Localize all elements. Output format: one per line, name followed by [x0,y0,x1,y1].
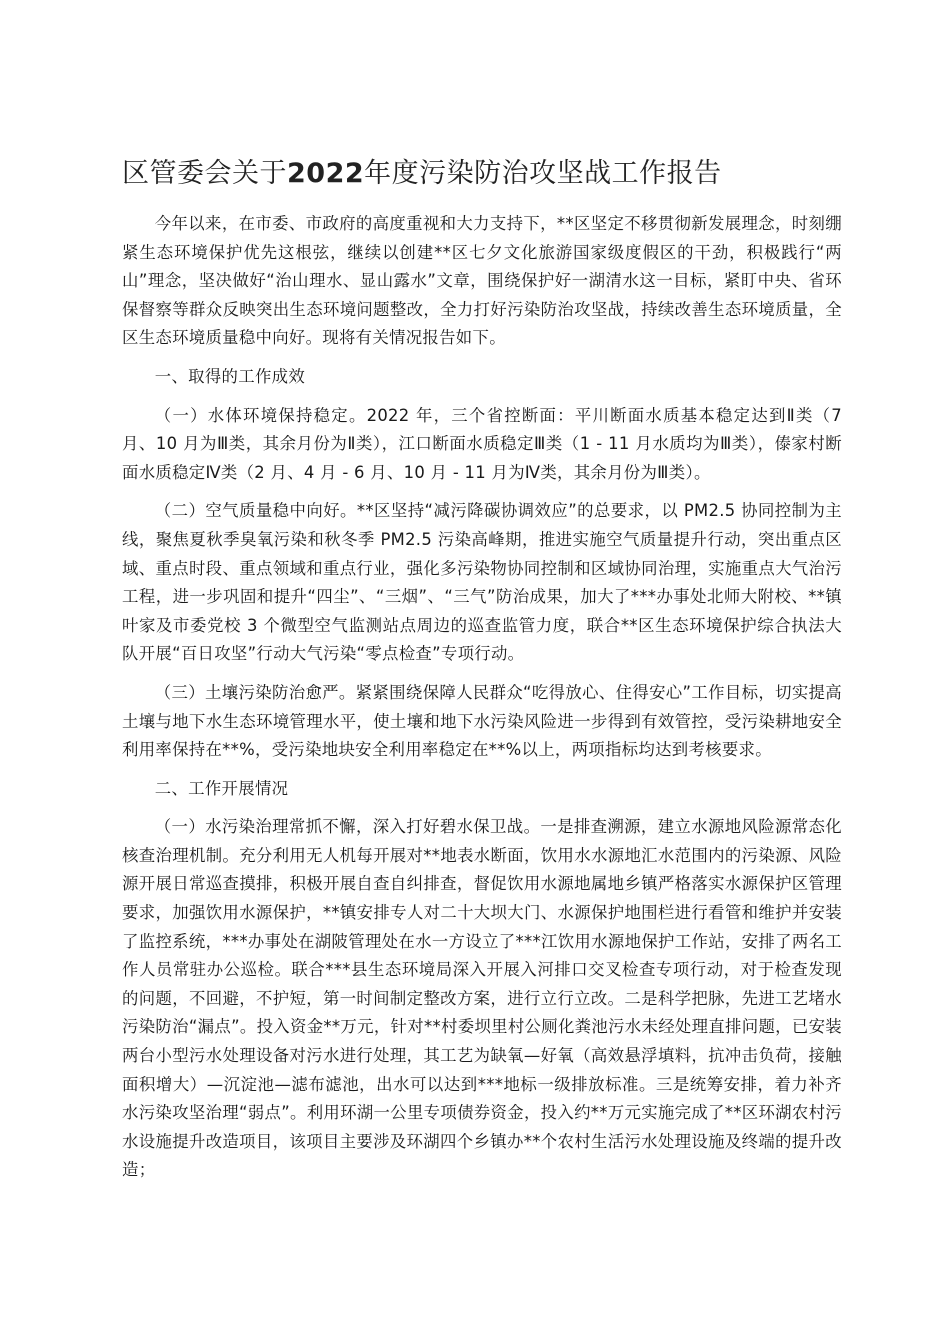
paragraph-water-pollution-control: （一）水污染治理常抓不懈，深入打好碧水保卫战。一是排查溯源，建立水源地风险源常态化核查治理机制。充分利用无人机每开展对**地表水断面，饮用水水源地汇水范围内的污染源、风险源开展日常巡查摸排，积极开展自查自纠排查，督促饮用水源地属地乡镇严格落实水源保护区管理要求，加强饮用水源保护，**镇安排专人对二十大坝大门、水源保护地围栏进行看管和维护并安装了监控系统，***办事处在湖陂管理处在水一方设立了***江饮用水源地保护工作站，安排了两名工作人员常驻办公巡检。联合***县生态环境局深入开展入河排口交叉检查专项行动，对于检查发现的问题，不回避，不护短，第一时间制定整改方案，进行立行立改。二是科学把脉，先进工艺堵水污染防治“漏点”。投入资金**万元，针对**村委坝里村公厕化粪池污水未经处理直排问题，已安装两台小型污水处理设备对污水进行处理，其工艺为缺氧—好氧（高效悬浮填料，抗冲击负荷，接触面积增大）—沉淀池—滤布滤池，出水可以达到***地标一级排放标准。三是统筹安排，着力补齐水污染攻坚治理“弱点”。利用环湖一公里专项债券资金，投入约**万元实施完成了**区环湖农村污水设施提升改造项目，该项目主要涉及环湖四个乡镇办**个农村生活污水处理设施及终端的提升改造； [122,817,842,1180]
document-body [122,210,842,1185]
paragraph-air-quality: （二）空气质量稳中向好。**区坚持“减污降碳协调效应”的总要求，以 PM2.5 协同控制为主线，聚焦夏秋季臭氧污染和秋冬季 PM2.5 污染高峰期，推进实施空气质量提升行动，突出重点区域、重点时段、重点领域和重点行业，强化多污染物协同控制和区域协同治理，实施重点大气治污工程，进一步巩固和提升“四尘”、“三烟”、“三气”防治成果，加大了***办事处北师大附校、**镇叶家及市委党校 3 个微型空气监测站点周边的巡查监管力度，联合**区生态环境保护综合执法大队开展“百日攻坚”行动大气污染“零点检查”专项行动。 [122,501,842,664]
document-title [122,152,842,196]
paragraph-soil-pollution: （三）土壤污染防治愈严。紧紧围绕保障人民群众“吃得放心、住得安心”工作目标，切实提高土壤与地下水生态环境管理水平，使土壤和地下水污染风险进一步得到有效管控，受污染耕地安全利用率保持在**%，受污染地块安全利用率稳定在**%以上，两项指标均达到考核要求。 [122,682,842,760]
title-suffix: 年度污染防治攻坚战工作报告 [364,158,722,189]
title-year: 2022 [287,158,365,189]
document-page [122,152,842,1195]
paragraph-water-environment: （一）水体环境保持稳定。2022 年，三个省控断面：平川断面水质基本稳定达到Ⅱ类（7 月、10 月为Ⅲ类，其余月份为Ⅱ类），江口断面水质稳定Ⅲ类（1 - 11 月水质均为Ⅲ类），傣家村断面水质稳定Ⅳ类（2 月、4 月 - 6 月、10 月 - 11 月为Ⅳ类，其余月份为Ⅲ类）。 [122,405,842,482]
title-prefix: 区管委会关于 [122,158,287,189]
section-heading-achievements: 一、取得的工作成效 [154,366,306,386]
intro-paragraph: 今年以来，在市委、市政府的高度重视和大力支持下，**区坚定不移贯彻新发展理念，时刻绷紧生态环境保护优先这根弦，继续以创建**区七夕文化旅游国家级度假区的干劲，积极践行“两山”理念，坚决做好“治山理水、显山露水”文章，围绕保护好一湖清水这一目标，紧盯中央、省环保督察等群众反映突出生态环境问题整改，全力打好污染防治攻坚战，持续改善生态环境质量，全区生态环境质量稳中向好。现将有关情况报告如下。 [122,214,842,348]
section-heading-work-progress: 二、工作开展情况 [154,778,289,798]
